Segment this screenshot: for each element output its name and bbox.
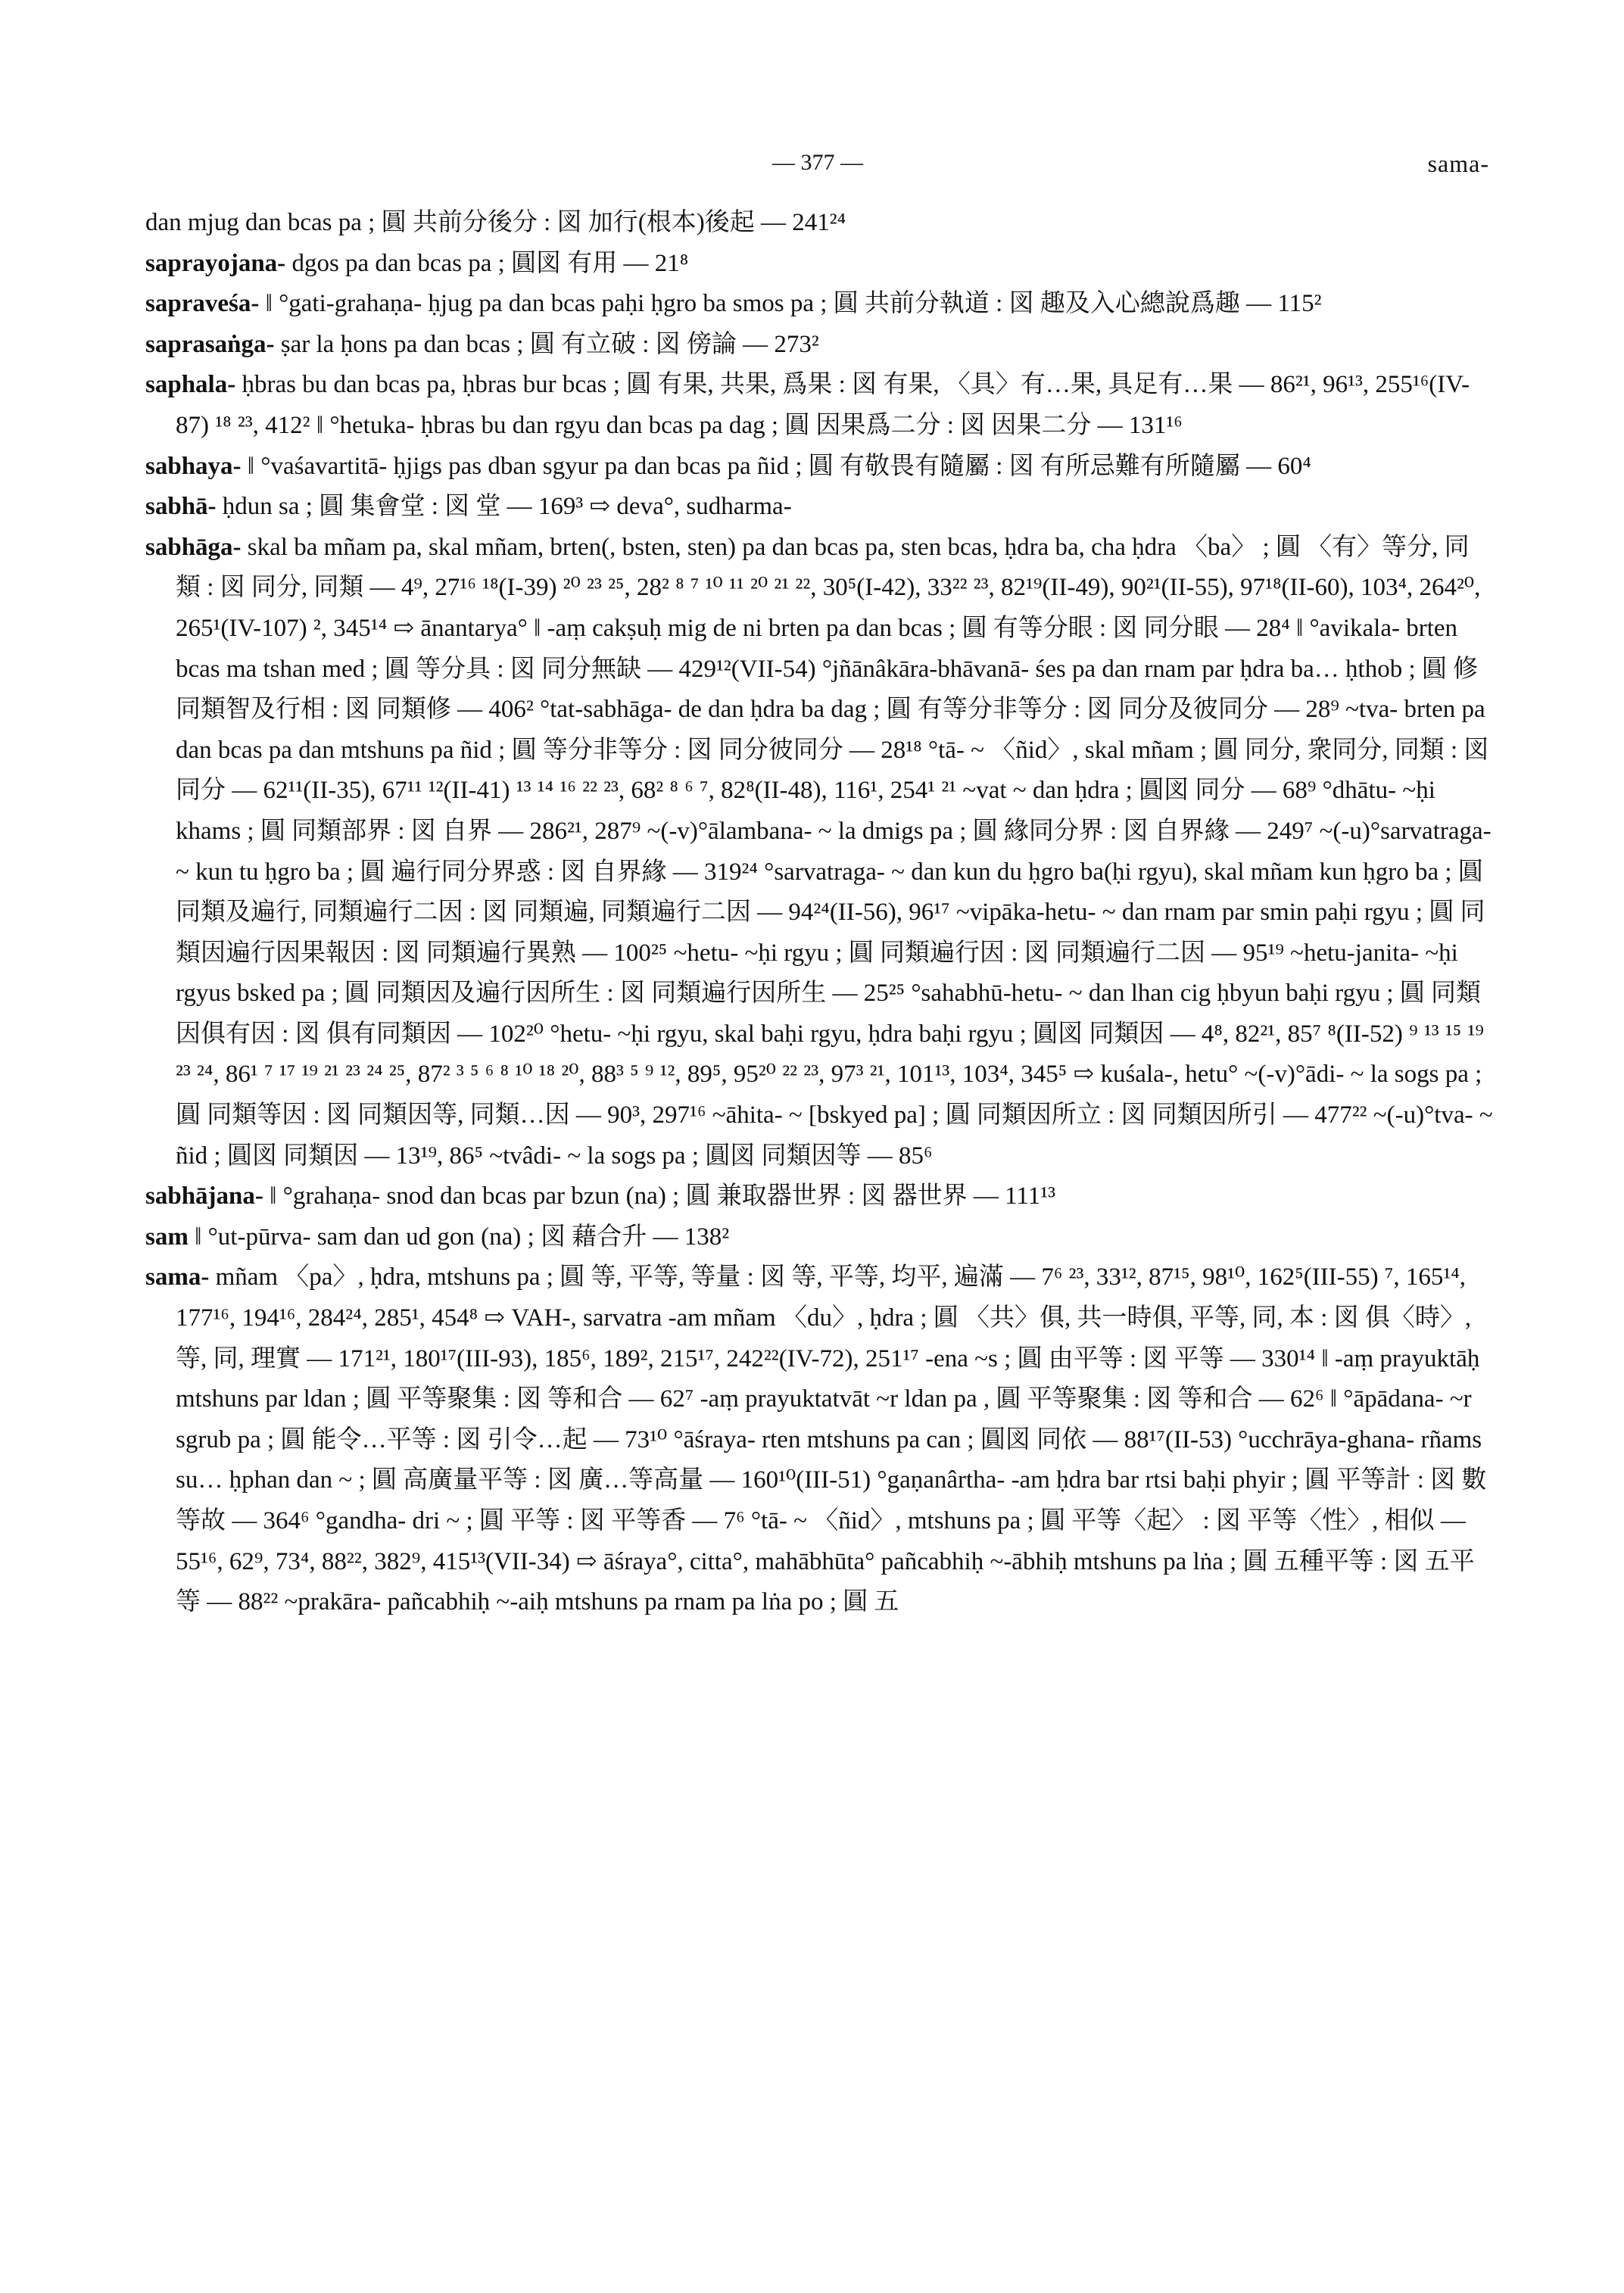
page-number: — 377 — [772,150,863,175]
entry-headword: sam [145,1223,189,1251]
entry-body: ḥdun sa ; 圓 集會堂 : 図 堂 — 169³ ⇨ deva°, sudharma- [222,493,792,521]
entry-saprasanga [145,325,1493,366]
entry-headword: sabhā- [145,493,217,521]
entry-headword: sabhaya- [145,452,242,480]
entry-body: mñam 〈pa〉, ḥdra, mtshuns pa ; 圓 等, 平等, 等量 : 図 等, 平等, 均平, 遍滿 — 7⁶ ²³, 33¹², 87¹⁵, 98¹⁰, 162⁵(III-55) ⁷, 165¹⁴, 177¹⁶, 194¹⁶, 284²⁴, 285¹, 454⁸ ⇨ VAH-, sarvatra -am mñam 〈du〉, ḥdra ; 圓 〈共〉俱, 共一時俱, 平等, 同, 本 : 図 俱〈時〉, 等, 同, 理實 — 171²¹, 180¹⁷(III-93), 185⁶, 189², 215¹⁷, 242²²(IV-72), 251¹⁷ -ena ~s ; 圓 由平等 : 図 平等 — 330¹⁴ ‖ -aṃ prayuktāḥ mtshuns par ldan ; 圓 平等聚集 : 図 等和合 — 62⁷ -aṃ prayuktatvāt ~r ldan pa , 圓 平等聚集 : 図 等和合 — 62⁶ ‖ °āpādana- ~r sgrub pa ; 圓 能令…平等 : 図 引令…起 — 73¹⁰ °āśraya- rten mtshuns pa can ; 圓図 同依 — 88¹⁷(II-53) °ucchrāya-ghana- rñams su… ḥphan dan ~ ; 圓 高廣量平等 : 図 廣…等高量 — 160¹⁰(III-51) °gaṇanârtha- -am ḥdra bar rtsi baḥi phyir ; 圓 平等計 : 図 數等故 — 364⁶ °gandha- dri ~ ; 圓 平等 : 図 平等香 — 7⁶ °tā- ~ 〈ñid〉, mtshuns pa ; 圓 平等〈起〉 : 図 平等〈性〉, 相似 — 55¹⁶, 62⁹, 73⁴, 88²², 382⁹, 415¹³(VII-34) ⇨ āśraya°, citta°, mahābhūta° pañcabhiḥ ~-ābhiḥ mtshuns pa lṅa ; 圓 五種平等 : 図 五平等 — 88²² ~prakāra- pañcabhiḥ ~-aiḥ mtshuns pa rnam pa lṅa po ; 圓 五 [176,1263,1487,1616]
running-head: sama- [1427,150,1489,177]
entry-headword: saprasaṅga- [145,330,275,358]
entry-sabha [145,487,1493,528]
entry-sam [145,1217,1493,1258]
entry-headword: saphala- [145,371,236,399]
entry-headword: sabhāga- [145,533,242,561]
entry-headword: saprayojana- [145,249,286,277]
entry-body: ‖ °grahaṇa- snod dan bcas par bzun (na) ; 圓 兼取器世界 : 図 器世界 — 111¹³ [270,1182,1055,1210]
entry-body: dgos pa dan bcas pa ; 圓図 有用 — 21⁸ [291,249,689,277]
entry-saphala [145,365,1493,446]
entry-sama [145,1257,1493,1622]
entry-headword: sabhājana- [145,1182,263,1210]
entry-body: ‖ °ut-pūrva- sam dan ud gon (na) ; 図 藉合升 — 138² [195,1223,730,1251]
entry-body: ḥbras bu dan bcas pa, ḥbras bur bcas ; 圓 有果, 共果, 爲果 : 図 有果, 〈具〉有…果, 具足有…果 — 86²¹, 96¹³, 255¹⁶(IV-87) ¹⁸ ²³, 412² ‖ °hetuka- ḥbras bu dan rgyu dan bcas pa dag ; 圓 因果爲二分 : 図 因果二分 — 131¹⁶ [176,371,1470,439]
entry-body: skal ba mñam pa, skal mñam, brten(, bsten, sten) pa dan bcas pa, sten bcas, ḥdra ba, cha ḥdra 〈ba〉 ; 圓 〈有〉等分, 同類 : 図 同分, 同類 — 4⁹, 27¹⁶ ¹⁸(I-39) ²⁰ ²³ ²⁵, 28² ⁸ ⁷ ¹⁰ ¹¹ ²⁰ ²¹ ²², 30⁵(I-42), 33²² ²³, 82¹⁹(II-49), 90²¹(II-55), 97¹⁸(II-60), 103⁴, 264²⁰, 265¹(IV-107) ², 345¹⁴ ⇨ ānantarya° ‖ -aṃ cakṣuḥ mig de ni brten pa dan bcas ; 圓 有等分眼 : 図 同分眼 — 28⁴ ‖ °avikala- brten bcas ma tshan med ; 圓 等分具 : 図 同分無缺 — 429¹²(VII-54) °jñānâkāra-bhāvanā- śes pa dan rnam par ḥdra ba… ḥthob ; 圓 修同類智及行相 : 図 同類修 — 406² °tat-sabhāga- de dan ḥdra ba dag ; 圓 有等分非等分 : 図 同分及彼同分 — 28⁹ ~tva- brten pa dan bcas pa dan mtshuns pa ñid ; 圓 等分非等分 : 図 同分彼同分 — 28¹⁸ °tā- ~ 〈ñid〉, skal mñam ; 圓 同分, 衆同分, 同類 : 図 同分 — 62¹¹(II-35), 67¹¹ ¹²(II-41) ¹³ ¹⁴ ¹⁶ ²² ²³, 68² ⁸ ⁶ ⁷, 82⁸(II-48), 116¹, 254¹ ²¹ ~vat ~ dan ḥdra ; 圓図 同分 — 68⁹ °dhātu- ~ḥi khams ; 圓 同類部界 : 図 自界 — 286²¹, 287⁹ ~(-v)°ālambana- ~ la dmigs pa ; 圓 緣同分界 : 図 自界緣 — 249⁷ ~(-u)°sarvatraga- ~ kun tu ḥgro ba ; 圓 遍行同分界惑 : 図 自界緣 — 319²⁴ °sarvatraga- ~ dan kun du ḥgro ba(ḥi rgyu), skal mñam kun ḥgro ba ; 圓 同類及遍行, 同類遍行二因 : 図 同類遍, 同類遍行二因 — 94²⁴(II-56), 96¹⁷ ~vipāka-hetu- ~ dan rnam par smin paḥi rgyu ; 圓 同類因遍行因果報因 : 図 同類遍行異熟 — 100²⁵ ~hetu- ~ḥi rgyu ; 圓 同類遍行因 : 図 同類遍行二因 — 95¹⁹ ~hetu-janita- ~ḥi rgyus bsked pa ; 圓 同類因及遍行因所生 : 図 同類遍行因所生 — 25²⁵ °sahabhū-hetu- ~ dan lhan cig ḥbyun baḥi rgyu ; 圓 同類因俱有因 : 図 俱有同類因 — 102²⁰ °hetu- ~ḥi rgyu, skal baḥi rgyu, ḥdra baḥi rgyu ; 圓図 同類因 — 4⁸, 82²¹, 85⁷ ⁸(II-52) ⁹ ¹³ ¹⁵ ¹⁹ ²³ ²⁴, 86¹ ⁷ ¹⁷ ¹⁹ ²¹ ²³ ²⁴ ²⁵, 87² ³ ⁵ ⁶ ⁸ ¹⁰ ¹⁸ ²⁰, 88³ ⁵ ⁹ ¹², 89⁵, 95²⁰ ²² ²³, 97³ ²¹, 101¹³, 103⁴, 345⁵ ⇨ kuśala-, hetu° ~(-v)°ādi- ~ la sogs pa ; 圓 同類等因 : 図 同類因等, 同類…因 — 90³, 297¹⁶ ~āhita- ~ [bskyed pa] ; 圓 同類因所立 : 図 同類因所引 — 477²² ~(-u)°tva- ~ ñid ; 圓図 同類因 — 13¹⁹, 86⁵ ~tvâdi- ~ la sogs pa ; 圓図 同類因等 — 85⁶ [176,533,1493,1170]
entry-sabhaga [145,528,1493,1177]
entry-sabhajana [145,1176,1493,1217]
entry-sapravesa [145,284,1493,325]
entry-body: ‖ °gati-grahaṇa- ḥjug pa dan bcas paḥi ḥgro ba smos pa ; 圓 共前分執道 : 図 趣及入心總說爲趣 — 115² [265,290,1322,318]
page-header [0,150,1624,188]
entry-saprayojana [145,244,1493,285]
entry-headword: sama- [145,1263,210,1291]
entry-body: ‖ °vaśavartitā- ḥjigs pas dban sgyur pa dan bcas pa ñid ; 圓 有敬畏有隨屬 : 図 有所忌難有所隨屬 — 60⁴ [247,452,1311,480]
entry-body: dan mjug dan bcas pa ; 圓 共前分後分 : 図 加行(根本)後起 — 241²⁴ [145,209,846,236]
entry-list [145,203,1493,1623]
entry-sabhaya [145,447,1493,488]
entry-headword: sapraveśa- [145,290,260,318]
entry-continuation [145,203,1493,244]
entry-body: ṣar la ḥons pa dan bcas ; 圓 有立破 : 図 傍論 — 273² [280,330,819,358]
